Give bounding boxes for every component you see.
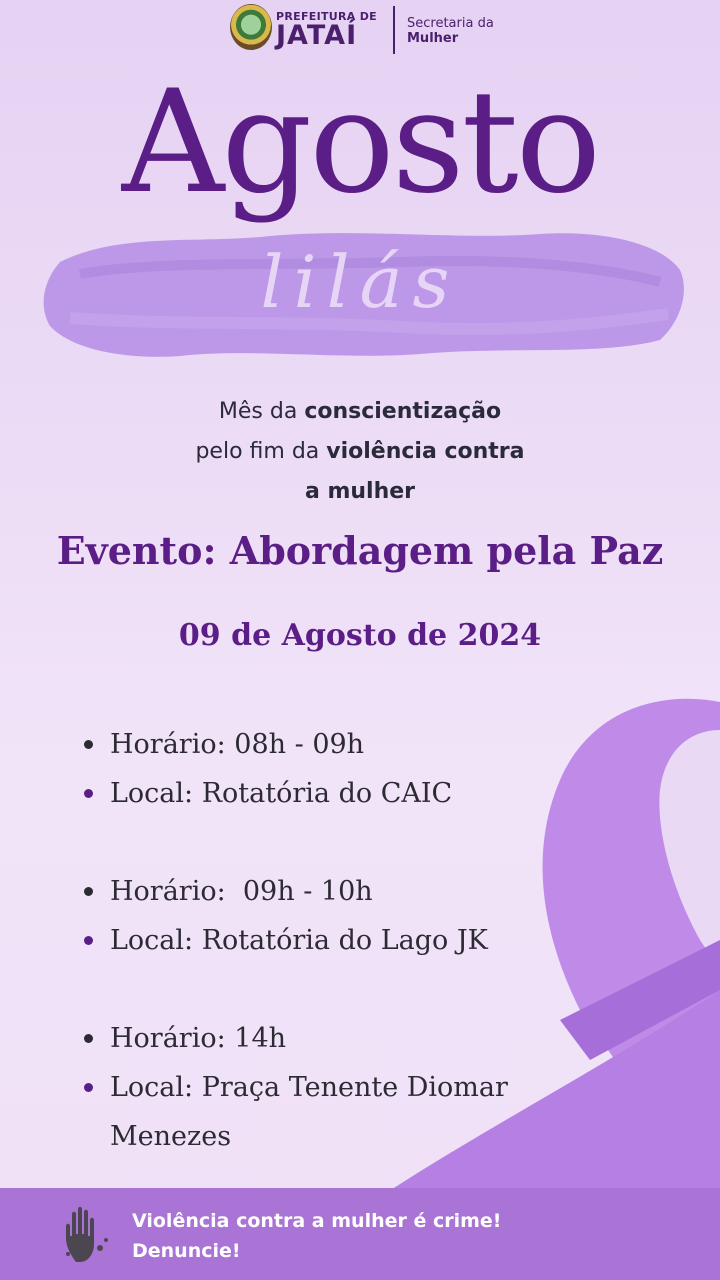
time-text: Horário: 14h <box>110 1023 287 1054</box>
bullet <box>84 740 93 749</box>
description-emphasis: violência contra <box>326 439 525 464</box>
schedule-location <box>82 916 622 965</box>
event-title: Evento: Abordagem pela Paz <box>56 528 664 573</box>
description-line-3 <box>0 472 720 512</box>
department-line-1: Secretaria da <box>407 16 494 31</box>
department-line-2: Mulher <box>407 31 459 46</box>
schedule-time <box>82 720 622 769</box>
schedule-location <box>82 769 622 818</box>
footer-line-1: Violência contra a mulher é crime! <box>132 1210 502 1232</box>
time-text: Horário: 08h - 09h <box>110 729 365 760</box>
description-emphasis: a mulher <box>304 479 416 504</box>
description-text: pelo fim da <box>195 439 327 464</box>
bullet <box>84 1034 93 1043</box>
location-text: Local: Rotatória do Lago JK <box>110 925 488 956</box>
description-line-2 <box>0 432 720 472</box>
hand-icon <box>62 1204 118 1264</box>
schedule-list <box>82 720 622 1161</box>
schedule-location <box>82 1063 540 1161</box>
header-divider <box>393 6 395 54</box>
footer-line-2: Denuncie! <box>132 1240 241 1262</box>
bullet <box>84 1083 93 1092</box>
schedule-time <box>82 1014 622 1063</box>
bullet <box>84 936 93 945</box>
schedule-time <box>82 867 622 916</box>
location-text: Local: Praça Tenente Diomar Menezes <box>110 1072 508 1152</box>
footer-message <box>132 1206 501 1266</box>
org-label-small: PREFEITURA DE <box>276 10 377 23</box>
time-text: Horário: 09h - 10h <box>110 876 373 907</box>
city-crest-icon <box>230 4 272 50</box>
description-text: Mês da <box>218 399 305 424</box>
header <box>0 0 720 60</box>
description-emphasis: conscientização <box>304 399 502 424</box>
campaign-description <box>0 392 720 512</box>
event-date: 09 de Agosto de 2024 <box>178 618 542 653</box>
main-title: Agosto <box>121 60 599 225</box>
org-label-big: JATAÍ <box>276 20 358 51</box>
location-text: Local: Rotatória do CAIC <box>110 778 453 809</box>
bullet <box>84 789 93 798</box>
bullet <box>84 887 93 896</box>
script-subtitle: lilás <box>260 240 460 324</box>
description-line-1 <box>0 392 720 432</box>
